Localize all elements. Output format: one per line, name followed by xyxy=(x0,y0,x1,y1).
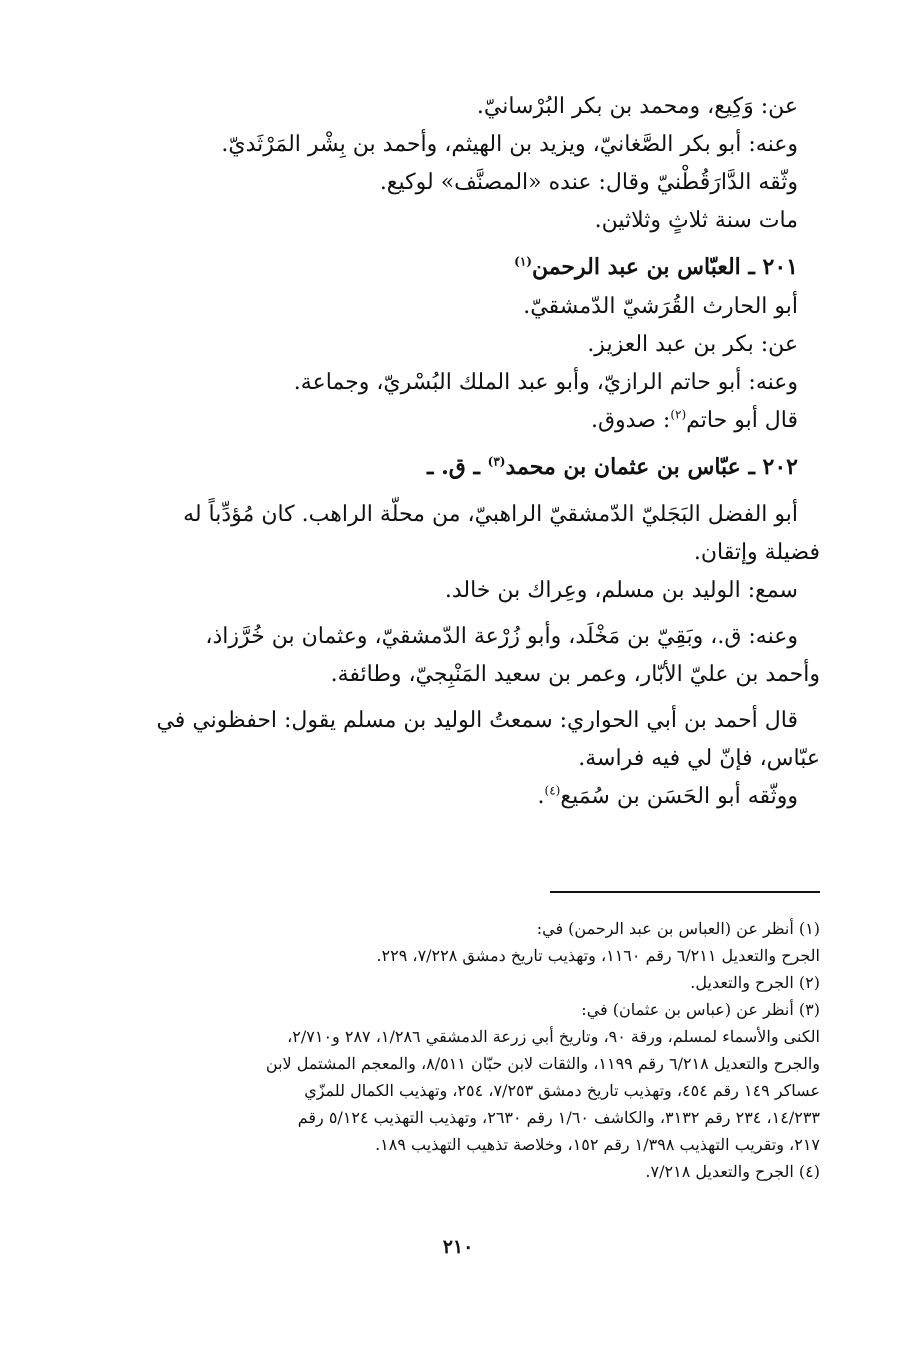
footnote-line: ١٤/٢٣٣، ٢٣٤ رقم ٣١٣٢، والكاشف ١/٦٠ رقم ٢٦٣٠، وتهذيب التهذيب ٥/١٢٤ رقم xyxy=(297,1108,820,1127)
text-line: مات سنة ثلاثٍ وثلاثين. xyxy=(594,208,798,233)
entry-heading-text: ٢٠٢ ـ عبّاس بن عثمان بن محمد xyxy=(505,454,798,480)
text-line: وثّقه الدَّارَقُطْنيّ وقال: عنده «المصنَّف» لوكيع. xyxy=(379,170,798,195)
entry-heading-text: ٢٠١ ـ العبّاس بن عبد الرحمن xyxy=(531,254,798,280)
entry-heading-suffix: ـ ق. ـ xyxy=(427,454,488,480)
text-segment: قال أبو حاتم xyxy=(686,408,798,433)
footnote-ref: (٢) xyxy=(670,407,687,422)
footnote-ref: (٤) xyxy=(544,783,561,798)
main-text xyxy=(104,88,820,816)
text-line: قال أحمد بن أبي الحواري: سمعتُ الوليد بن مسلم يقول: احفظوني في xyxy=(156,708,798,733)
text-line xyxy=(104,402,820,440)
page-number: ٢١٠ xyxy=(442,1236,474,1258)
text-line: أبو الفضل البَجَليّ الدّمشقيّ الراهبيّ، من محلّة الراهب. كان مُؤدِّباً له xyxy=(183,502,798,527)
footnote-ref: (٣) xyxy=(487,454,506,469)
footnote-line: ٢١٧، وتقريب التهذيب ١/٣٩٨ رقم ١٥٢، وخلاصة تذهيب التهذيب ١٨٩. xyxy=(375,1135,820,1154)
text-line: أبو الحارث القُرَشيّ الدّمشقيّ. xyxy=(523,294,798,319)
footnote-line: (٢) الجرح والتعديل. xyxy=(690,973,820,992)
footnote-line: (٣) أنظر عن (عباس بن عثمان) في: xyxy=(581,1000,820,1019)
text-line: عن: وَكِيع، ومحمد بن بكر البُرْسانيّ. xyxy=(476,94,798,119)
text-line: وعنه: ق.، وبَقِيّ بن مَخْلَد، وأبو زُرْعة الدّمشقيّ، وعثمان بن خُرَّزاذ، xyxy=(205,624,798,649)
text-segment: ووثّقه أبو الحَسَن بن سُمَيع xyxy=(560,784,798,809)
text-line: سمع: الوليد بن مسلم، وعِراك بن خالد. xyxy=(444,578,798,603)
text-segment: . xyxy=(537,784,545,809)
footnote-divider xyxy=(550,891,820,893)
text-line: عبّاس، فإنّ لي فيه فراسة. xyxy=(578,746,820,771)
footnote-line: الكنى والأسماء لمسلم، ورقة ٩٠، وتاريخ أبي زرعة الدمشقي ١/٢٨٦، ٢٨٧ و٢/٧١٠، xyxy=(287,1027,820,1046)
footnote-line: الجرح والتعديل ٦/٢١١ رقم ١١٦٠، وتهذيب تاريخ دمشق ٧/٢٢٨، ٢٢٩. xyxy=(376,946,820,965)
footnotes xyxy=(104,915,820,1185)
footnote-line: عساكر ١٤٩ رقم ٤٥٤، وتهذيب تاريخ دمشق ٧/٢٥٣، ٢٥٤، وتهذيب الكمال للمزّي xyxy=(304,1081,820,1100)
footnote-line: (١) أنظر عن (العباس بن عبد الرحمن) في: xyxy=(536,919,820,938)
text-line: وعنه: أبو حاتم الرازيّ، وأبو عبد الملك البُسْريّ، وجماعة. xyxy=(293,370,798,395)
entry-heading-201 xyxy=(104,248,820,286)
text-segment: : صدوق. xyxy=(590,408,671,433)
text-line: وعنه: أبو بكر الصَّغانيّ، ويزيد بن الهيثم، وأحمد بن بِشْر المَرْثَديّ. xyxy=(221,132,798,157)
text-line: عن: بكر بن عبد العزيز. xyxy=(587,332,798,357)
text-line xyxy=(104,778,820,816)
entry-heading-202 xyxy=(104,448,820,486)
text-line: وأحمد بن عليّ الأبّار، وعمر بن سعيد المَنْبِجيّ، وطائفة. xyxy=(330,662,820,687)
footnote-line: (٤) الجرح والتعديل ٧/٢١٨. xyxy=(645,1162,820,1181)
footnote-ref: (١) xyxy=(514,254,532,269)
footnote-line: والجرح والتعديل ٦/٢١٨ رقم ١١٩٩، والثقات لابن حبّان ٨/٥١١، والمعجم المشتمل لابن xyxy=(265,1054,820,1073)
text-line: فضيلة وإتقان. xyxy=(693,540,820,565)
